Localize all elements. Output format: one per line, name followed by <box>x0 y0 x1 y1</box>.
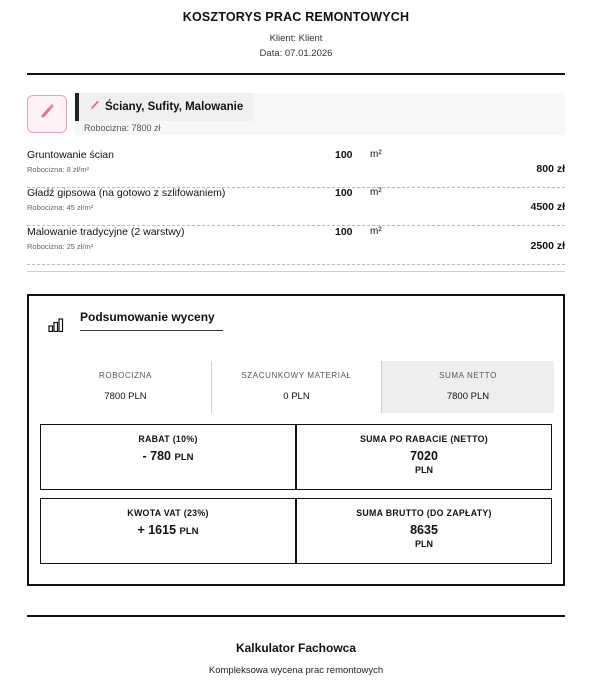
gross-value: 8635 <box>410 523 438 537</box>
item-quantity: 100 <box>335 226 353 238</box>
vat-currency: PLN <box>179 526 199 537</box>
category-icon-box <box>27 95 67 133</box>
pencil-icon <box>89 98 100 116</box>
gross-currency: PLN <box>415 539 433 549</box>
discount-amount <box>41 449 295 463</box>
category-title-bar <box>75 93 253 121</box>
item-total: 2500 zł <box>530 240 565 252</box>
list-item <box>27 149 565 188</box>
item-labor: Robocizna: 25 zł/m² <box>27 242 94 251</box>
gross-box <box>296 498 552 564</box>
discount-value: - 780 <box>142 449 171 463</box>
date-line: Data: 07.01.2026 <box>259 48 333 59</box>
item-labor: Robocizna: 8 zł/m² <box>27 165 90 174</box>
vat-value: + 1615 <box>137 523 177 537</box>
item-unit: m² <box>370 226 382 237</box>
after-discount-value: 7020 <box>410 449 438 463</box>
summary-panel <box>27 294 565 586</box>
item-name: Gruntowanie ścian <box>27 149 114 161</box>
footer-subtitle: Kompleksowa wycena prac remontowych <box>208 665 384 676</box>
footer-title: Kalkulator Fachowca <box>235 641 357 655</box>
item-name: Gładź gipsowa (na gotowo z szlifowaniem) <box>27 187 226 199</box>
after-discount-currency: PLN <box>415 465 433 475</box>
stat-label: SZACUNKOWY MATERIAŁ <box>241 371 352 380</box>
item-name: Malowanie tradycyjne (2 warstwy) <box>27 226 185 238</box>
list-item <box>27 226 565 265</box>
document-footer <box>0 641 592 676</box>
document-title: KOSZTORYS PRAC REMONTOWYCH <box>182 10 410 24</box>
after-discount-box <box>296 424 552 490</box>
item-unit: m² <box>370 149 382 160</box>
stat-net-total <box>382 361 554 413</box>
item-quantity: 100 <box>335 187 353 199</box>
item-unit: m² <box>370 187 382 198</box>
stat-material <box>212 361 382 413</box>
vat-box <box>40 498 296 564</box>
client-line: Klient: Klient <box>269 33 323 44</box>
after-discount-label: SUMA PO RABACIE (NETTO) <box>359 434 489 444</box>
stat-label: ROBOCIZNA <box>99 371 152 380</box>
discount-label: RABAT (10%) <box>138 434 198 444</box>
section-divider <box>27 271 565 272</box>
stat-labor <box>40 361 212 413</box>
stat-value: 0 PLN <box>283 391 310 402</box>
category-title: Ściany, Sufity, Malowanie <box>105 101 244 113</box>
summary-stats <box>40 361 554 413</box>
bar-chart-icon <box>48 318 64 337</box>
item-quantity: 100 <box>335 149 353 161</box>
stat-label: SUMA NETTO <box>439 371 497 380</box>
header-divider <box>27 73 565 75</box>
list-item <box>27 187 565 226</box>
pencil-icon <box>38 103 56 126</box>
item-total: 800 zł <box>536 163 565 175</box>
discount-box <box>40 424 296 490</box>
summary-title: Podsumowanie wyceny <box>80 310 223 331</box>
item-total: 4500 zł <box>530 201 565 213</box>
discount-currency: PLN <box>174 452 194 463</box>
category-labor: Robocizna: 7800 zł <box>84 123 161 133</box>
category-section <box>27 93 565 135</box>
document-header <box>0 8 592 59</box>
footer-divider <box>27 615 565 617</box>
item-labor: Robocizna: 45 zł/m² <box>27 203 94 212</box>
vat-amount <box>41 523 295 537</box>
stat-value: 7800 PLN <box>104 391 147 402</box>
vat-label: KWOTA VAT (23%) <box>127 508 209 518</box>
gross-label: SUMA BRUTTO (DO ZAPŁATY) <box>356 508 492 518</box>
stat-value: 7800 PLN <box>446 391 490 402</box>
